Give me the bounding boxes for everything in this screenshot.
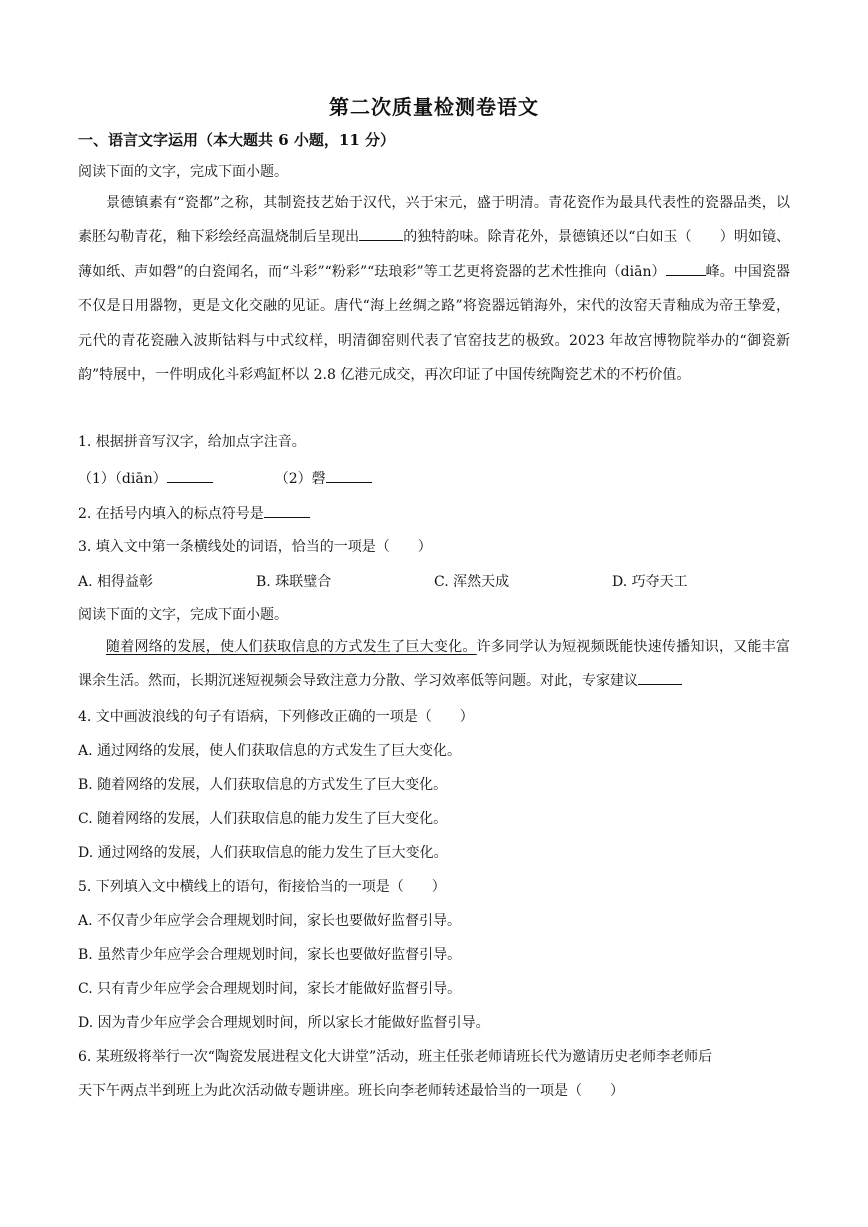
passage-text: 景德镇素有“瓷都”之称，其制瓷技艺始于汉代，兴于宋元，盛于明清。青花瓷作为最具代表性的瓷器品类，以素胚勾勒青花，釉下彩绘经高温烧制后呈现出 (78, 195, 790, 246)
question-1-stem: 1. 根据拼音写汉字，给加点字注音。 (78, 434, 306, 450)
question-6-stem-line-2: 天下午两点半到班上为此次活动做专题讲座。班长向李老师转述最恰当的一项是（ ） (78, 1083, 624, 1099)
answer-blank (167, 468, 213, 483)
question-5-option-d: D. 因为青少年应学会合理规划时间，所以家长才能做好监督引导。 (78, 1015, 490, 1031)
reading-passage-2 (78, 630, 790, 699)
reading-passage-1 (78, 186, 790, 392)
document-title: 第二次质量检测卷语文 (329, 95, 539, 119)
section-heading: 一、语言文字运用（本大题共 6 小题，11 分） (78, 131, 395, 149)
question-5-stem: 5. 下列填入文中横线上的语句，衔接恰当的一项是（ ） (78, 879, 446, 895)
question-1-part-1: （1）（diān） (78, 471, 167, 487)
question-4-option-c: C. 随着网络的发展，人们获取信息的能力发生了巨大变化。 (78, 811, 448, 827)
question-1-parts (78, 468, 372, 489)
answer-blank (359, 226, 403, 241)
question-3-stem: 3. 填入文中第一条横线处的词语，恰当的一项是（ ） (78, 539, 432, 555)
question-2-stem: 2. 在括号内填入的标点符号是 (78, 506, 264, 522)
question-3-option-a: A. 相得益彰 (78, 574, 154, 590)
answer-blank (638, 670, 682, 685)
question-3-option-b: B. 珠联璧合 (256, 574, 332, 590)
answer-blank (264, 503, 310, 518)
question-6-stem-line-1: 6. 某班级将举行一次“陶瓷发展进程文化大讲堂”活动，班主任张老师请班长代为邀请历史老师李老师后 (78, 1049, 713, 1065)
wavy-underlined-sentence: 随着网络的发展，使人们获取信息的方式发生了巨大变化。 (106, 639, 477, 655)
question-4-option-a: A. 通过网络的发展，使人们获取信息的方式发生了巨大变化。 (78, 743, 462, 759)
answer-blank (326, 468, 372, 483)
answer-blank (666, 261, 706, 276)
passage-text: 许多同学认为短视频既能快速传播知识，又能丰富课余生活。然而，长期沉迷短视频会导致注意力分散、学习效率低等问题。对此，专家建议 (78, 639, 791, 690)
question-3-option-d: D. 巧夺天工 (612, 574, 688, 590)
question-3-option-c: C. 浑然天成 (434, 574, 510, 590)
question-2 (78, 503, 310, 524)
question-5-option-b: B. 虽然青少年应学会合理规划时间，家长也要做好监督引导。 (78, 947, 462, 963)
question-4-option-b: B. 随着网络的发展，人们获取信息的方式发生了巨大变化。 (78, 777, 448, 793)
reading-instruction: 阅读下面的文字，完成下面小题。 (78, 164, 288, 180)
question-5-option-a: A. 不仅青少年应学会合理规划时间，家长也要做好监督引导。 (78, 913, 462, 929)
question-4-stem: 4. 文中画波浪线的句子有语病，下列修改正确的一项是（ ） (78, 709, 474, 725)
passage-text: 峰。中国瓷器不仅是日用器物，更是文化交融的见证。唐代“海上丝绸之路”将瓷器远销海外，宋代的汝窑天青釉成为帝王挚爱，元代的青花瓷融入波斯钴料与中式纹样，明清御窑则代表了官窑技艺的极致。2023 年故宫博物院举办的“御瓷新韵”特展中，一件明成化斗彩鸡缸杯以 2.8 亿港元成交，再次印证了中国传统陶瓷艺术的不朽价值。 (78, 263, 790, 384)
reading-instruction: 阅读下面的文字，完成下面小题。 (78, 607, 288, 623)
question-5-option-c: C. 只有青少年应学会合理规划时间，家长才能做好监督引导。 (78, 981, 462, 997)
question-1-part-2: （2）磬 (274, 471, 326, 487)
passage-text: 的独特韵味。除青花外，景德镇还以“白如玉（ ）明如镜、薄如纸、声如磬”的白瓷闻名，而“斗彩”“粉彩”“珐琅彩”等工艺更将瓷器的艺术性推向（diān） (78, 229, 791, 280)
question-4-option-d: D. 通过网络的发展，人们获取信息的能力发生了巨大变化。 (78, 845, 448, 861)
